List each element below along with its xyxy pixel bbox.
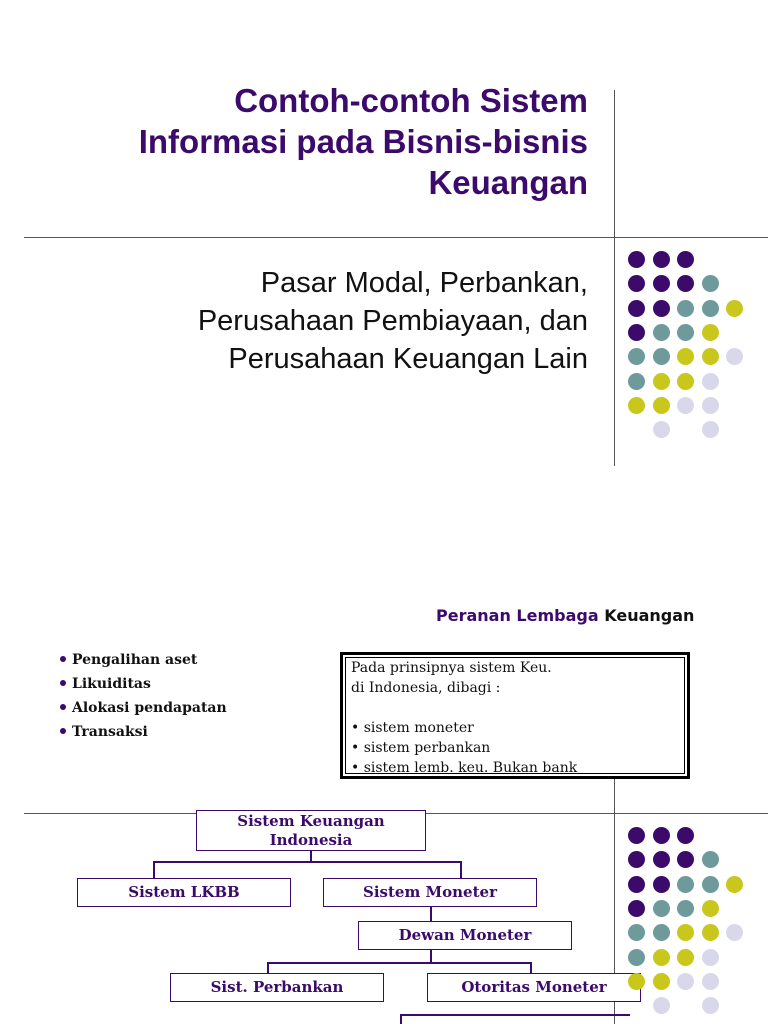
- subtitle-line: Perusahaan Pembiayaan, dan: [197, 305, 588, 337]
- header-part-purple: Peranan Lembaga: [436, 606, 599, 625]
- decorative-dot: [702, 373, 719, 390]
- decorative-dot: [726, 924, 743, 941]
- decorative-dot: [702, 348, 719, 365]
- decorative-dot: [677, 373, 694, 390]
- org-node-perbankan: Sist. Perbankan: [170, 973, 384, 1002]
- decorative-dot: [726, 300, 743, 317]
- slide-title: [40, 80, 588, 203]
- decorative-dot: [702, 924, 719, 941]
- info-item: • sistem perbankan: [351, 740, 491, 756]
- org-node-lkbb: Sistem LKBB: [77, 878, 291, 907]
- decorative-dot: [653, 949, 670, 966]
- decorative-dot: [653, 851, 670, 868]
- decorative-dot: [653, 900, 670, 917]
- role-list: [60, 648, 227, 744]
- connector-line: [460, 861, 462, 879]
- decorative-dot: [653, 421, 670, 438]
- decorative-dot: [702, 949, 719, 966]
- org-node-root: Sistem Keuangan Indonesia: [196, 810, 426, 851]
- decorative-dot: [653, 973, 670, 990]
- connector-line: [153, 861, 461, 863]
- decorative-dot: [628, 251, 645, 268]
- horizontal-divider: [24, 237, 768, 238]
- decorative-dot: [628, 949, 645, 966]
- info-line: di Indonesia, dibagi :: [351, 680, 501, 696]
- decorative-dot: [702, 300, 719, 317]
- decorative-dot: [628, 851, 645, 868]
- decorative-dot: [677, 827, 694, 844]
- list-item: Transaksi: [60, 720, 227, 744]
- decorative-dot: [628, 275, 645, 292]
- list-item: Alokasi pendapatan: [60, 696, 227, 720]
- decorative-dot: [653, 275, 670, 292]
- decorative-dot: [677, 275, 694, 292]
- connector-line: [267, 962, 531, 964]
- decorative-dot: [702, 973, 719, 990]
- decorative-dot: [702, 851, 719, 868]
- list-item: Pengalihan aset: [60, 648, 227, 672]
- decorative-dot: [726, 348, 743, 365]
- decorative-dot: [653, 876, 670, 893]
- decorative-dot: [653, 300, 670, 317]
- bullet-icon: [60, 728, 66, 734]
- decorative-dot: [653, 373, 670, 390]
- decorative-dot: [677, 348, 694, 365]
- subtitle-line: Perusahaan Keuangan Lain: [228, 343, 588, 375]
- decorative-dot: [702, 421, 719, 438]
- decorative-dot: [628, 397, 645, 414]
- decorative-dot: [726, 876, 743, 893]
- slide-2: [0, 512, 768, 1024]
- decorative-dot: [702, 876, 719, 893]
- decorative-dot: [677, 924, 694, 941]
- decorative-dot: [653, 324, 670, 341]
- connector-line: [400, 1014, 402, 1024]
- info-box-text: [351, 658, 577, 778]
- decorative-dot: [677, 397, 694, 414]
- decorative-dot: [702, 900, 719, 917]
- decorative-dot: [677, 851, 694, 868]
- subtitle-line: Pasar Modal, Perbankan,: [260, 267, 588, 299]
- decorative-dot: [628, 876, 645, 893]
- info-box: [340, 652, 690, 779]
- decorative-dot: [653, 251, 670, 268]
- bullet-icon: [60, 680, 66, 686]
- decorative-dot: [677, 973, 694, 990]
- decorative-dot: [628, 324, 645, 341]
- decorative-dot: [628, 973, 645, 990]
- decorative-dot: [628, 900, 645, 917]
- bullet-icon: [60, 656, 66, 662]
- decorative-dot: [653, 924, 670, 941]
- decorative-dot: [653, 827, 670, 844]
- vertical-divider: [614, 90, 615, 466]
- header-part-dark: Keuangan: [604, 606, 695, 625]
- decorative-dot: [677, 900, 694, 917]
- decorative-dot: [653, 397, 670, 414]
- info-line: Pada prinsipnya sistem Keu.: [351, 660, 552, 676]
- org-node-moneter: Sistem Moneter: [323, 878, 537, 907]
- title-line: Informasi pada Bisnis-bisnis: [138, 123, 588, 160]
- info-item: • sistem moneter: [351, 720, 474, 736]
- connector-line: [430, 907, 432, 921]
- connector-line: [153, 861, 155, 879]
- connector-line: [430, 949, 432, 963]
- decorative-dot: [677, 949, 694, 966]
- decorative-dot: [653, 997, 670, 1014]
- decorative-dot: [702, 324, 719, 341]
- info-item: • sistem lemb. keu. Bukan bank: [351, 760, 578, 776]
- decorative-dot: [702, 397, 719, 414]
- bullet-icon: [60, 704, 66, 710]
- title-line: Keuangan: [428, 164, 588, 201]
- decorative-dot: [628, 373, 645, 390]
- decorative-dot: [677, 324, 694, 341]
- connector-line: [400, 1014, 630, 1016]
- decorative-dot: [677, 251, 694, 268]
- org-node-otoritas-moneter: Otoritas Moneter: [427, 973, 641, 1002]
- slide-header: [436, 606, 694, 625]
- org-node-dewan-moneter: Dewan Moneter: [358, 921, 572, 950]
- decorative-dot: [653, 348, 670, 365]
- decorative-dot: [628, 827, 645, 844]
- title-line: Contoh-contoh Sistem: [234, 82, 588, 119]
- list-item: Likuiditas: [60, 672, 227, 696]
- decorative-dot: [677, 300, 694, 317]
- decorative-dot: [702, 997, 719, 1014]
- slide-subtitle: [100, 264, 588, 378]
- decorative-dot: [702, 275, 719, 292]
- decorative-dot: [628, 300, 645, 317]
- decorative-dot: [628, 348, 645, 365]
- decorative-dot: [628, 924, 645, 941]
- decorative-dot: [677, 876, 694, 893]
